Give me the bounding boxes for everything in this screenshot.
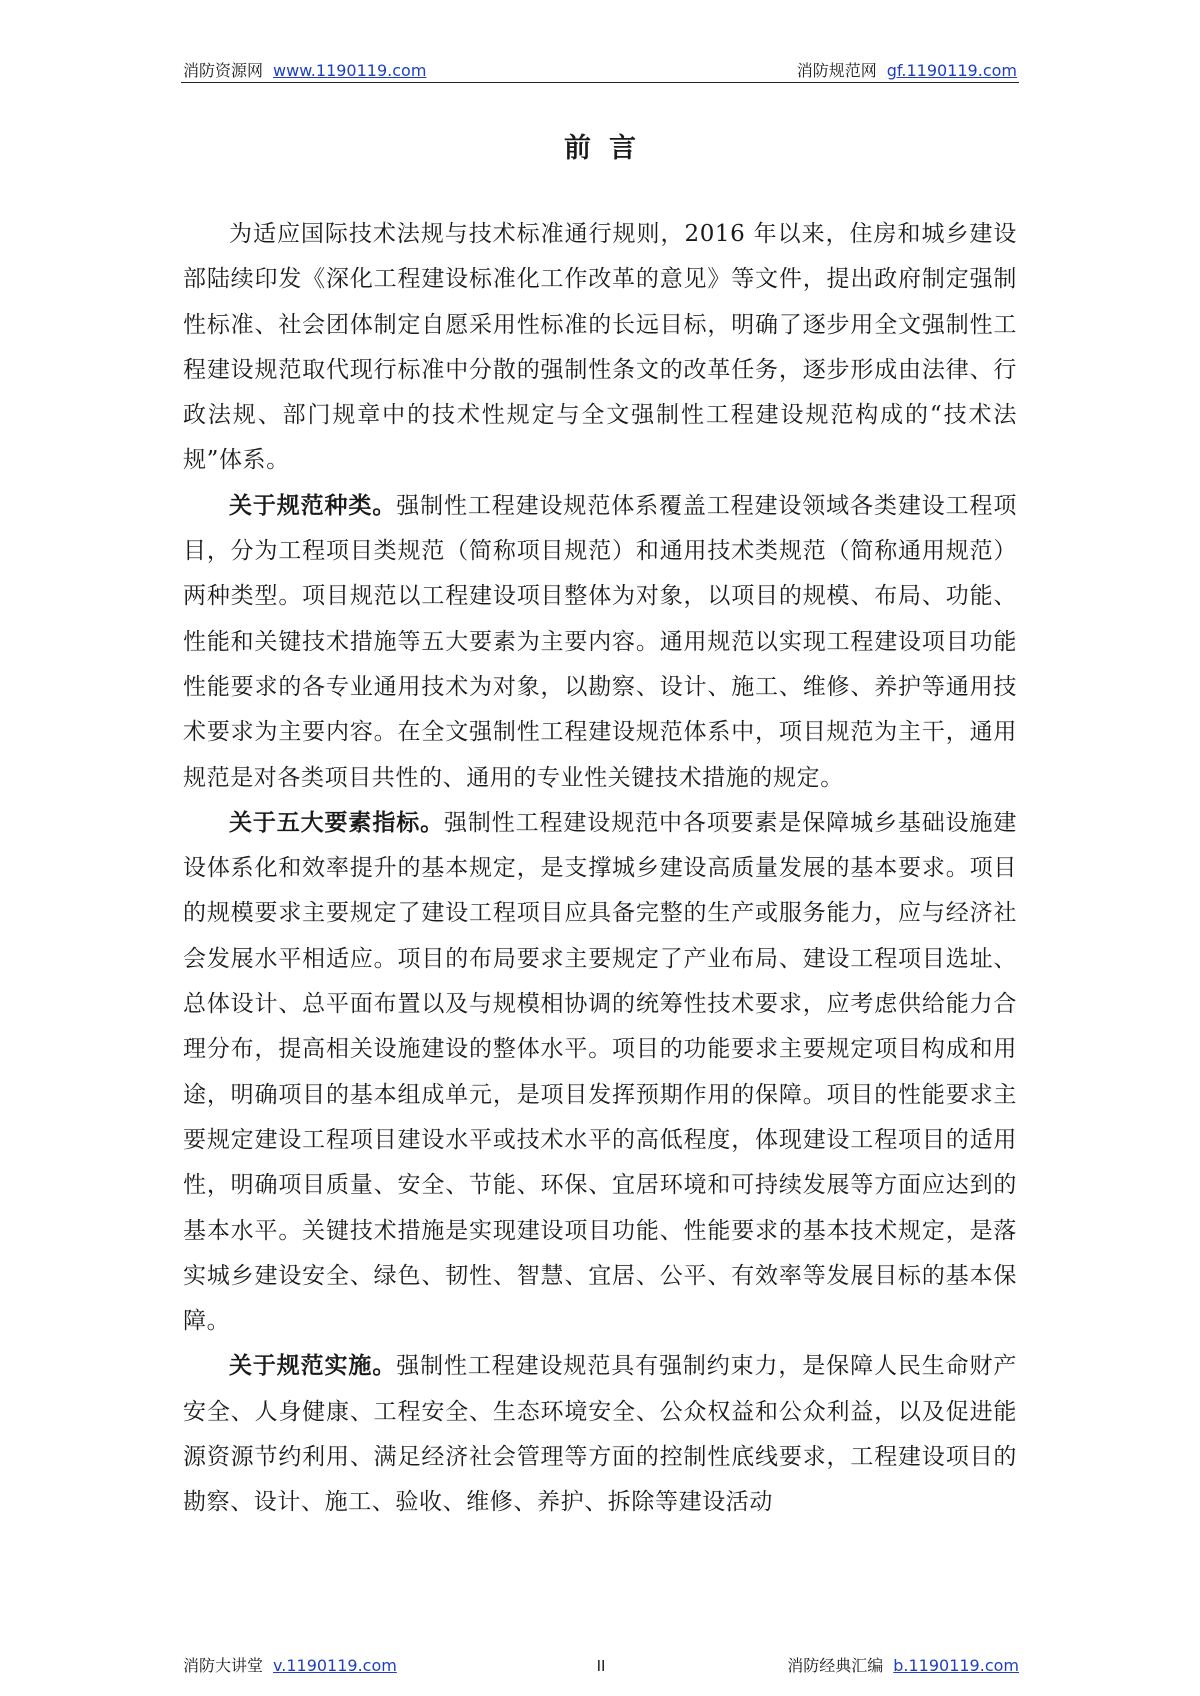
header-left-link[interactable]: www.1190119.com xyxy=(273,61,427,80)
paragraph-text: 强制性工程建设规范具有强制约束力，是保障人民生命财产安全、人身健康、工程安全、生态环境安全、公众权益和公众利益，以及促进能源资源节约利用、满足经济社会管理等方面的控制性底线要求，工程建设项目的勘察、设计、施工、验收、维修、养护、拆除等建设活动 xyxy=(183,1353,1017,1516)
header-left xyxy=(183,56,426,86)
page-title: 前言 xyxy=(564,133,654,164)
paragraph-intro xyxy=(183,212,1017,484)
paragraph-lead: 关于规范实施。 xyxy=(229,1353,397,1380)
footer-right xyxy=(787,1654,1019,1678)
paragraph-lead: 关于五大要素指标。 xyxy=(229,809,444,836)
footer-right-site-name: 消防经典汇编 xyxy=(787,1656,884,1675)
header-right xyxy=(797,56,1017,86)
page-header xyxy=(181,52,1019,83)
paragraph-implementation xyxy=(183,1344,1017,1525)
header-right-site-name: 消防规范网 xyxy=(796,61,877,80)
paragraph-text: 强制性工程建设规范中各项要素是保障城乡基础设施建设体系化和效率提升的基本规定，是支撑城乡建设高质量发展的基本要求。项目的规模要求主要规定了建设工程项目应具备完整的生产或服务能力，应与经济社会发展水平相适应。项目的布局要求主要规定了产业布局、建设工程项目选址、总体设计、总平面布置以及与规模相协调的统筹性技术要求，应考虑供给能力合理分布，提高相关设施建设的整体水平。项目的功能要求主要规定项目构成和用途，明确项目的基本组成单元，是项目发挥预期作用的保障。项目的性能要求主要规定建设工程项目建设水平或技术水平的高低程度，体现建设工程项目的适用性，明确项目质量、安全、节能、环保、宜居环境和可持续发展等方面应达到的基本水平。关键技术措施是实现建设项目功能、性能要求的基本技术规定，是落实城乡建设安全、绿色、韧性、智慧、宜居、公平、有效率等发展目标的基本保障。 xyxy=(183,809,1017,1335)
paragraph-text: 为适应国际技术法规与技术标准通行规则，2016 年以来，住房和城乡建设部陆续印发《深化工程建设标准化工作改革的意见》等文件，提出政府制定强制性标准、社会团体制定自愿采用性标准的长远目标，明确了逐步用全文强制性工程建设规范取代现行标准中分散的强制性条文的改革任务，逐步形成由法律、行政法规、部门规章中的技术性规定与全文强制性工程建设规范构成的“技术法规”体系。 xyxy=(183,221,1017,474)
footer-right-link[interactable]: b.1190119.com xyxy=(893,1656,1019,1675)
page-number: II xyxy=(596,1657,606,1675)
paragraph-spec-types xyxy=(183,484,1017,801)
header-left-site-name: 消防资源网 xyxy=(183,61,264,80)
header-right-link[interactable]: gf.1190119.com xyxy=(886,61,1017,80)
paragraph-text: 强制性工程建设规范体系覆盖工程建设领域各类建设工程项目，分为工程项目类规范（简称项目规范）和通用技术类规范（简称通用规范）两种类型。项目规范以工程建设项目整体为对象，以项目的规模、布局、功能、性能和关键技术措施等五大要素为主要内容。通用规范以实现工程建设项目功能性能要求的各专业通用技术为对象，以勘察、设计、施工、维修、养护等通用技术要求为主要内容。在全文强制性工程建设规范体系中，项目规范为主干，通用规范是对各类项目共性的、通用的专业性关键技术措施的规定。 xyxy=(183,492,1017,791)
page-footer xyxy=(183,1654,1019,1678)
paragraph-lead: 关于规范种类。 xyxy=(229,492,397,519)
footer-left-link[interactable]: v.1190119.com xyxy=(273,1656,397,1675)
document-body xyxy=(183,212,1017,1526)
paragraph-five-elements xyxy=(183,801,1017,1345)
footer-left-site-name: 消防大讲堂 xyxy=(183,1656,264,1675)
